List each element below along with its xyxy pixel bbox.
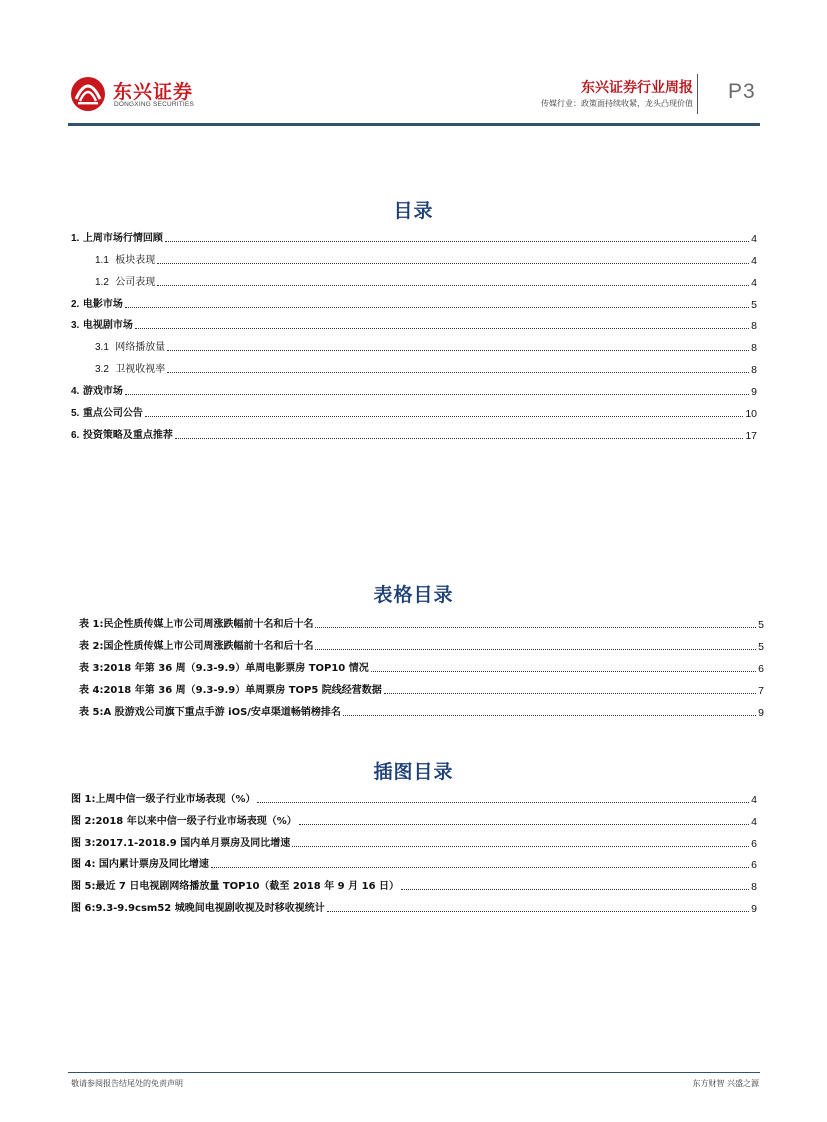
toc-leader [125, 306, 749, 308]
toc-entry-page: 4 [751, 233, 757, 245]
figures-toc-title: 插图目录 [373, 761, 454, 783]
figure-entry-2[interactable] [71, 814, 757, 828]
toc-entry-1-1[interactable] [95, 253, 757, 267]
toc-entry-text: 电视剧市场 [82, 320, 133, 331]
header-rule [68, 123, 760, 126]
figure-entry-page: 4 [751, 794, 757, 806]
figure-entry-text: 图 5:最近 7 日电视剧网络播放量 TOP10（截至 2018 年 9 月 16 日） [71, 881, 400, 892]
page-number: P3 [728, 80, 756, 103]
toc-leader [167, 349, 749, 351]
toc-entry-2[interactable] [71, 297, 757, 311]
report-subtitle: 传媒行业：政策面持续收紧，龙头凸现价值 [541, 99, 693, 108]
toc-leader [175, 437, 743, 439]
toc-leader [167, 371, 749, 373]
toc-entry-text: 游戏市场 [82, 386, 123, 397]
figure-entry-page: 8 [751, 881, 757, 893]
toc-leader [165, 240, 749, 242]
tables-toc-title: 表格目录 [373, 584, 454, 606]
toc-entry-text: 重点公司公告 [82, 408, 143, 419]
toc-entry-text: 板块表现 [115, 255, 156, 266]
table-entry-page: 9 [758, 707, 764, 719]
figure-entry-4[interactable] [71, 857, 757, 871]
table-entry-text: 表 3:2018 年第 36 周（9.3-9.9）单周电影票房 TOP10 情况 [79, 663, 369, 674]
toc-entry-page: 4 [751, 277, 757, 289]
figure-entry-3[interactable] [71, 836, 757, 850]
toc-leader [327, 910, 749, 912]
toc-leader [157, 284, 749, 286]
table-entry-text: 表 1:民企性质传媒上市公司周涨跌幅前十名和后十名 [79, 619, 314, 630]
table-entry-page: 5 [758, 641, 764, 653]
figure-entry-6[interactable] [71, 901, 757, 915]
toc-entry-4[interactable] [71, 384, 757, 398]
toc-leader [257, 801, 749, 803]
table-entry-text: 表 4:2018 年第 36 周（9.3-9.9）单周票房 TOP5 院线经营数据 [79, 685, 382, 696]
toc-leader [292, 845, 749, 847]
figure-entry-1[interactable] [71, 792, 757, 806]
toc-entry-page: 17 [745, 430, 757, 442]
toc-entry-number: 3.1 [95, 342, 109, 353]
toc-entry-page: 10 [745, 408, 757, 420]
table-entry-text: 表 2:国企性质传媒上市公司周涨跌幅前十名和后十名 [79, 641, 314, 652]
dongxing-logo-icon [70, 76, 106, 112]
toc-entry-page: 8 [751, 320, 757, 332]
toc-entry-number: 1.2 [95, 277, 109, 288]
figure-entry-5[interactable] [71, 879, 757, 893]
figure-entry-page: 4 [751, 816, 757, 828]
table-entry-text: 表 5:A 股游戏公司旗下重点手游 iOS/安卓渠道畅销榜排名 [79, 707, 341, 718]
table-entry-2[interactable] [79, 639, 764, 653]
toc-leader [211, 866, 749, 868]
toc-entry-number: 1. [71, 233, 80, 244]
logo-chinese-name: 东兴证券 [113, 81, 194, 103]
toc-leader [384, 692, 756, 694]
toc-entry-1-2[interactable] [95, 275, 757, 289]
toc-leader [371, 670, 756, 672]
figure-entry-text: 图 4: 国内累计票房及同比增速 [71, 859, 209, 870]
figure-entry-text: 图 1:上周中信一级子行业市场表现（%） [71, 794, 256, 805]
toc-leader [157, 262, 749, 264]
toc-leader [315, 626, 756, 628]
table-entry-1[interactable] [79, 617, 764, 631]
toc-entry-number: 5. [71, 408, 80, 419]
figure-entry-page: 6 [751, 859, 757, 871]
toc-leader [145, 415, 743, 417]
footer-disclaimer: 敬请参阅报告结尾处的免责声明 [71, 1079, 183, 1088]
toc-entry-1[interactable] [71, 231, 757, 245]
toc-entry-number: 4. [71, 386, 80, 397]
toc-entry-page: 4 [751, 255, 757, 267]
toc-entry-text: 卫视收视率 [115, 364, 166, 375]
toc-leader [315, 648, 756, 650]
toc-entry-text: 投资策略及重点推荐 [82, 430, 173, 441]
footer-rule [68, 1072, 760, 1073]
toc-entry-page: 8 [751, 364, 757, 376]
toc-leader [135, 327, 749, 329]
table-entry-4[interactable] [79, 683, 764, 697]
toc-leader [125, 393, 749, 395]
toc-entry-3-2[interactable] [95, 362, 757, 376]
toc-entry-text: 公司表现 [115, 277, 156, 288]
table-entry-3[interactable] [79, 661, 764, 675]
table-entry-page: 5 [758, 619, 764, 631]
toc-entry-text: 电影市场 [82, 299, 123, 310]
toc-leader [343, 714, 756, 716]
toc-leader [299, 823, 749, 825]
toc-entry-text: 网络播放量 [115, 342, 166, 353]
table-entry-page: 7 [758, 685, 764, 697]
figure-entry-text: 图 2:2018 年以来中信一级子行业市场表现（%） [71, 816, 297, 827]
figure-entry-text: 图 6:9.3-9.9csm52 城晚间电视剧收视及时移收视统计 [71, 903, 325, 914]
toc-entry-page: 9 [751, 386, 757, 398]
toc-entry-number: 1.1 [95, 255, 109, 266]
toc-entry-number: 3. [71, 320, 80, 331]
report-title: 东兴证券行业周报 [581, 80, 693, 96]
toc-entry-number: 2. [71, 299, 80, 310]
toc-entry-3[interactable] [71, 318, 757, 332]
toc-entry-page: 5 [751, 299, 757, 311]
toc-entry-text: 上周市场行情回顾 [82, 233, 163, 244]
figure-entry-page: 6 [751, 838, 757, 850]
toc-entry-6[interactable] [71, 428, 757, 442]
table-entry-5[interactable] [79, 705, 764, 719]
figure-entry-text: 图 3:2017.1-2018.9 国内单月票房及同比增速 [71, 838, 291, 849]
toc-entry-5[interactable] [71, 406, 757, 420]
table-entry-page: 6 [758, 663, 764, 675]
toc-leader [401, 888, 749, 890]
toc-entry-number: 6. [71, 430, 80, 441]
toc-title: 目录 [393, 200, 434, 222]
toc-entry-number: 3.2 [95, 364, 109, 375]
header-divider [697, 74, 698, 114]
logo-english-name: DONGXING SECURITIES [114, 101, 195, 108]
toc-entry-page: 8 [751, 342, 757, 354]
toc-entry-3-1[interactable] [95, 340, 757, 354]
footer-slogan: 东方财智 兴盛之源 [692, 1079, 759, 1088]
figure-entry-page: 9 [751, 903, 757, 915]
